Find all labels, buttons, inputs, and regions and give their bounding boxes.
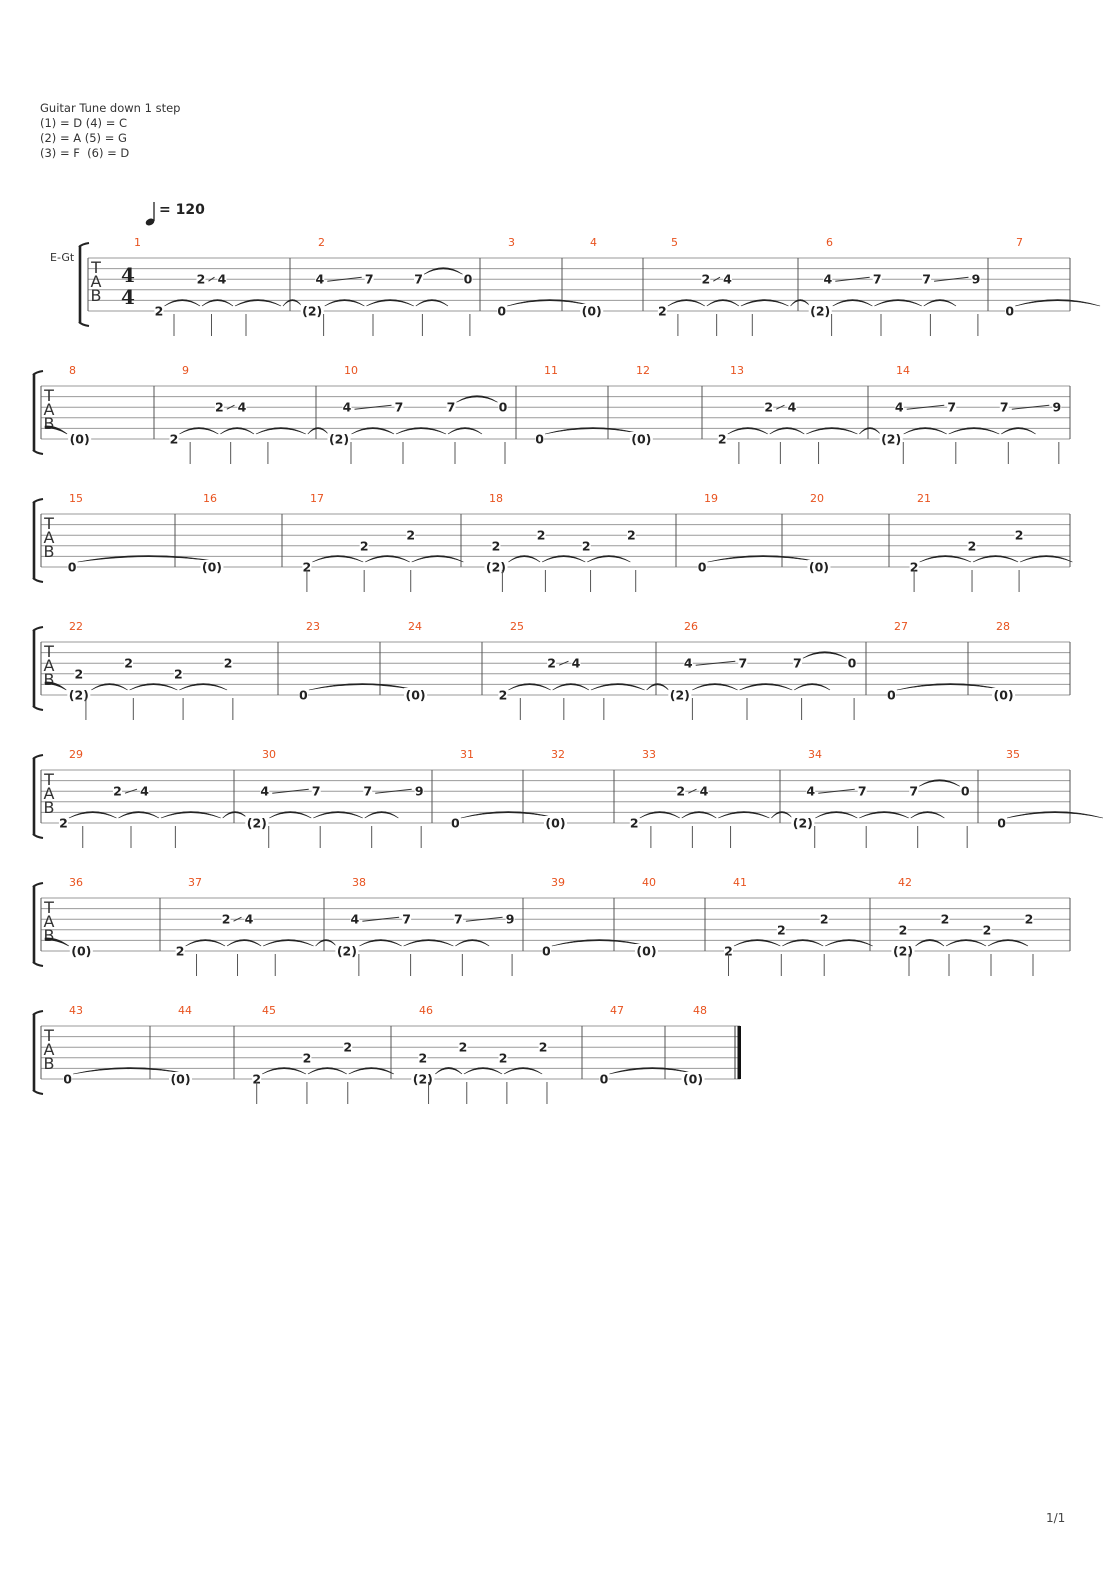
measure: [498, 620, 668, 720]
measure-number: 21: [917, 492, 931, 505]
fret-number: 4: [823, 271, 833, 287]
measure-number: 35: [1006, 748, 1020, 761]
fret-number: 4: [699, 783, 709, 799]
fret-number: 2: [214, 399, 224, 415]
fret-number: 7: [402, 911, 411, 927]
measure-number: 39: [551, 876, 565, 889]
measure-number: 12: [636, 364, 650, 377]
fret-number: 2: [819, 911, 829, 927]
fret-number: (2): [485, 559, 507, 575]
fret-number: 4: [315, 271, 325, 287]
fret-number: 2: [776, 922, 786, 938]
tab-clef-letter: B: [43, 926, 55, 945]
fret-number: 2: [173, 666, 183, 682]
fret-number: 7: [738, 655, 748, 671]
measure-number: 24: [408, 620, 422, 633]
measure: [535, 364, 641, 447]
tuning-line: (2) = A (5) = G: [40, 131, 127, 145]
fret-number: 2: [627, 527, 636, 543]
measure-number: 15: [69, 492, 83, 505]
fret-number: 2: [124, 655, 133, 671]
fret-number: (2): [412, 1071, 433, 1087]
measure-number: 22: [69, 620, 83, 633]
measure: [328, 364, 517, 464]
measure: [892, 876, 1071, 976]
measure: [411, 1004, 582, 1104]
measure: [169, 1004, 234, 1087]
measure: [992, 620, 1070, 703]
measure: [997, 748, 1103, 831]
fret-number: (0): [682, 1071, 704, 1087]
fret-number: (0): [71, 943, 92, 959]
measure-number: 34: [808, 748, 822, 761]
measure-number: 31: [460, 748, 474, 761]
fret-number: 0: [887, 687, 896, 703]
measure: [301, 236, 480, 336]
fret-number: 7: [872, 271, 882, 287]
bracket-cap: [33, 834, 43, 838]
tab-clef-letter: A: [43, 1040, 55, 1059]
fret-number: 2: [498, 687, 508, 703]
bracket-cap: [33, 962, 43, 966]
fret-number: 7: [414, 271, 423, 287]
measure: [121, 236, 302, 336]
tab-system: [33, 364, 1070, 464]
fret-number: 4: [342, 399, 352, 415]
fret-number: 2: [547, 655, 556, 671]
bracket-cap: [33, 578, 43, 582]
tab-clef-letter: B: [43, 542, 55, 561]
fret-number: 2: [982, 922, 992, 938]
fret-number: 9: [971, 271, 981, 287]
measure-number: 6: [826, 236, 833, 249]
fret-number: (0): [201, 559, 223, 575]
fret-number: 0: [463, 271, 473, 287]
fret-number: 2: [629, 815, 639, 831]
tab-clef-letter: B: [43, 414, 55, 433]
measure: [252, 1004, 394, 1104]
measure-number: 45: [262, 1004, 276, 1017]
fret-number: (0): [993, 687, 1014, 703]
tab-clef-letter: B: [90, 286, 102, 305]
tab-clef-letter: T: [44, 514, 54, 533]
fret-number: 0: [960, 783, 970, 799]
measure-number: 14: [896, 364, 910, 377]
tuning-title: Guitar Tune down 1 step: [40, 101, 181, 115]
bracket-cap: [33, 371, 43, 375]
tab-clef-letter: A: [43, 912, 55, 931]
fret-number: 7: [909, 783, 919, 799]
fret-number: 4: [806, 783, 816, 799]
measure-number: 5: [671, 236, 678, 249]
fret-number: 7: [999, 399, 1009, 415]
measure-number: 8: [69, 364, 76, 377]
tab-system: [33, 1004, 741, 1104]
measure-number: 38: [352, 876, 366, 889]
measure: [484, 492, 676, 592]
tab-clef-letter: B: [43, 798, 55, 817]
fret-number: 2: [1024, 911, 1034, 927]
measure-number: 28: [996, 620, 1010, 633]
tab-system: [33, 492, 1072, 592]
tuning-line: (3) = F (6) = D: [40, 146, 130, 160]
fret-number: 0: [599, 1071, 609, 1087]
fret-number: (2): [336, 943, 357, 959]
time-signature-numerator: 4: [121, 263, 135, 287]
bracket-cap: [33, 499, 43, 503]
measure: [910, 492, 1073, 592]
tab-system: [33, 876, 1070, 976]
fret-number: 2: [581, 538, 591, 554]
measure: [807, 492, 889, 575]
measure-number: 30: [262, 748, 276, 761]
measure-number: 3: [508, 236, 515, 249]
measure: [45, 876, 160, 959]
measure-number: 48: [693, 1004, 707, 1017]
measure: [809, 236, 988, 336]
fret-number: 2: [59, 815, 68, 831]
fret-number: 4: [723, 271, 732, 287]
measure: [59, 748, 247, 848]
tab-clef-letter: T: [44, 898, 54, 917]
fret-number: (0): [545, 815, 566, 831]
tuning-line: (1) = D (4) = C: [40, 116, 128, 130]
measure-number: 9: [182, 364, 189, 377]
measure: [299, 620, 416, 703]
tab-clef-letter: B: [43, 670, 55, 689]
fret-number: 0: [299, 687, 308, 703]
measure: [718, 364, 881, 464]
fret-number: 2: [909, 559, 919, 575]
measure: [67, 492, 223, 575]
measure-number: 42: [898, 876, 912, 889]
measure: [635, 876, 705, 959]
measure: [245, 748, 432, 848]
fret-number: (2): [669, 687, 690, 703]
fret-number: (2): [810, 303, 831, 319]
fret-number: 2: [359, 538, 369, 554]
measure-number: 32: [551, 748, 565, 761]
measure-number: 2: [318, 236, 325, 249]
fret-number: 2: [169, 431, 179, 447]
measure: [887, 620, 1004, 703]
measure: [335, 876, 523, 976]
fret-number: 2: [724, 943, 733, 959]
measure-number: 20: [810, 492, 824, 505]
measure: [880, 364, 1070, 464]
fret-number: 4: [217, 271, 227, 287]
tab-clef-letter: T: [91, 258, 101, 277]
measure: [497, 236, 592, 319]
measure-number: 36: [69, 876, 83, 889]
time-signature-denominator: 4: [121, 285, 135, 309]
fret-number: 2: [1014, 527, 1024, 543]
bracket-cap: [79, 322, 89, 326]
measure-number: 11: [544, 364, 558, 377]
fret-number: 7: [857, 783, 867, 799]
measure-number: 10: [344, 364, 358, 377]
measure-number: 43: [69, 1004, 83, 1017]
measure-number: 37: [188, 876, 202, 889]
measure: [200, 492, 282, 575]
fret-number: 2: [658, 303, 667, 319]
measure-number: 18: [489, 492, 503, 505]
measure: [1005, 236, 1100, 319]
measure: [404, 620, 482, 703]
measure: [580, 236, 643, 319]
measure: [682, 1004, 742, 1087]
fret-number: 0: [1005, 303, 1015, 319]
tab-clef-letter: T: [44, 386, 54, 405]
measure-number: 46: [419, 1004, 433, 1017]
fret-number: 2: [252, 1071, 262, 1087]
measure: [302, 492, 463, 592]
fret-number: 2: [676, 783, 686, 799]
measure: [169, 364, 328, 464]
fret-number: 2: [175, 943, 185, 959]
fret-number: 2: [74, 666, 84, 682]
measure: [599, 1004, 695, 1087]
fret-number: 0: [63, 1071, 72, 1087]
tempo-marking: [145, 202, 206, 227]
measure: [542, 876, 647, 959]
fret-number: 2: [302, 559, 312, 575]
measure: [451, 748, 556, 831]
fret-number: 2: [898, 922, 908, 938]
fret-number: 0: [67, 559, 77, 575]
fret-number: 0: [451, 815, 460, 831]
fret-number: 0: [542, 943, 551, 959]
fret-number: (2): [328, 431, 350, 447]
fret-number: 2: [406, 527, 416, 543]
fret-number: 0: [997, 815, 1006, 831]
bracket-cap: [33, 1090, 43, 1094]
fret-number: 0: [498, 399, 508, 415]
measure-number: 44: [178, 1004, 192, 1017]
fret-number: (0): [69, 431, 90, 447]
fret-number: 4: [571, 655, 581, 671]
fret-number: 2: [967, 538, 977, 554]
bracket-cap: [33, 706, 43, 710]
measure: [724, 876, 873, 976]
fret-number: 4: [237, 399, 247, 415]
fret-number: 2: [223, 655, 233, 671]
tab-system: [33, 620, 1070, 720]
tab-clef-letter: A: [90, 272, 102, 291]
bracket-cap: [33, 627, 43, 631]
fret-number: 9: [1052, 399, 1062, 415]
fret-number: 2: [538, 1039, 548, 1055]
measure-number: 25: [510, 620, 524, 633]
fret-number: 2: [154, 303, 164, 319]
fret-number: 2: [221, 911, 231, 927]
fret-number: 9: [505, 911, 515, 927]
bracket-cap: [33, 1011, 43, 1015]
fret-number: 4: [683, 655, 693, 671]
tab-clef-letter: A: [43, 528, 55, 547]
fret-number: (2): [302, 303, 323, 319]
bracket-cap: [33, 755, 43, 759]
bracket-cap: [33, 883, 43, 887]
fret-number: (2): [792, 815, 813, 831]
fret-number: 7: [454, 911, 463, 927]
fret-number: (0): [581, 303, 602, 319]
fret-number: (0): [631, 431, 652, 447]
fret-number: (2): [68, 687, 89, 703]
measure-number: 40: [642, 876, 656, 889]
fret-number: 0: [535, 431, 544, 447]
measure-number: 23: [306, 620, 320, 633]
tab-clef-letter: A: [43, 784, 55, 803]
fret-number: 7: [394, 399, 404, 415]
fret-number: 2: [717, 431, 727, 447]
fret-number: 4: [244, 911, 254, 927]
fret-number: (2): [881, 431, 902, 447]
fret-number: 7: [947, 399, 957, 415]
tab-clef-letter: B: [43, 1054, 55, 1073]
fret-number: 4: [787, 399, 797, 415]
measure: [544, 748, 614, 831]
measure: [176, 876, 337, 976]
fret-number: (0): [170, 1071, 191, 1087]
measure: [791, 748, 978, 848]
fret-number: 2: [458, 1039, 468, 1055]
fret-number: 2: [498, 1050, 508, 1066]
fret-number: 2: [343, 1039, 353, 1055]
measure-number: 7: [1016, 236, 1023, 249]
fret-number: 2: [764, 399, 774, 415]
measure-number: 26: [684, 620, 698, 633]
tab-clef-letter: A: [43, 656, 55, 675]
final-barline-thick: [738, 1026, 742, 1079]
fret-number: 2: [701, 271, 711, 287]
fret-number: 4: [140, 783, 149, 799]
bracket-cap: [33, 450, 43, 454]
fret-number: 7: [922, 271, 931, 287]
fret-number: 7: [793, 655, 802, 671]
tab-clef-letter: T: [44, 642, 54, 661]
fret-number: (2): [892, 943, 914, 959]
measure-number: 17: [310, 492, 324, 505]
measure-number: 1: [134, 236, 141, 249]
fret-number: (2): [246, 815, 267, 831]
fret-number: 0: [497, 303, 507, 319]
measure-number: 19: [704, 492, 718, 505]
measure: [668, 620, 866, 720]
fret-number: 7: [363, 783, 373, 799]
fret-number: (0): [808, 559, 830, 575]
fret-number: 2: [536, 527, 546, 543]
tab-clef-letter: T: [44, 770, 54, 789]
tab-clef-letter: T: [44, 1026, 54, 1045]
measure-number: 29: [69, 748, 83, 761]
bracket-cap: [79, 243, 89, 247]
measure: [698, 492, 819, 575]
measure-number: 4: [590, 236, 597, 249]
fret-number: 2: [113, 783, 122, 799]
track-name: E-Gt: [50, 251, 75, 264]
tab-system: [33, 748, 1103, 848]
tempo-text: = 120: [159, 202, 205, 218]
fret-number: 2: [491, 538, 501, 554]
fret-number: 7: [446, 399, 456, 415]
fret-number: 0: [847, 655, 857, 671]
measure-number: 41: [733, 876, 747, 889]
measure-number: 13: [730, 364, 744, 377]
measure-number: 33: [642, 748, 656, 761]
measure: [45, 364, 154, 447]
measure: [630, 364, 702, 447]
fret-number: 2: [196, 271, 206, 287]
fret-number: 2: [418, 1050, 428, 1066]
fret-number: 2: [302, 1050, 312, 1066]
measure: [630, 748, 793, 848]
fret-number: (0): [636, 943, 657, 959]
page-number: 1/1: [1046, 1511, 1066, 1525]
tab-clef-letter: A: [43, 400, 55, 419]
fret-number: 4: [260, 783, 270, 799]
fret-number: 2: [940, 911, 950, 927]
fret-number: 4: [894, 399, 904, 415]
fret-number: 0: [697, 559, 707, 575]
fret-number: 7: [311, 783, 321, 799]
measure-number: 47: [610, 1004, 624, 1017]
fret-number: (0): [405, 687, 426, 703]
fret-number: 7: [364, 271, 374, 287]
fret-number: 9: [414, 783, 424, 799]
measure-number: 16: [203, 492, 217, 505]
measure: [45, 620, 278, 720]
fret-number: 4: [350, 911, 360, 927]
measure-number: 27: [894, 620, 908, 633]
measure: [658, 236, 810, 336]
tab-system: [50, 236, 1100, 336]
